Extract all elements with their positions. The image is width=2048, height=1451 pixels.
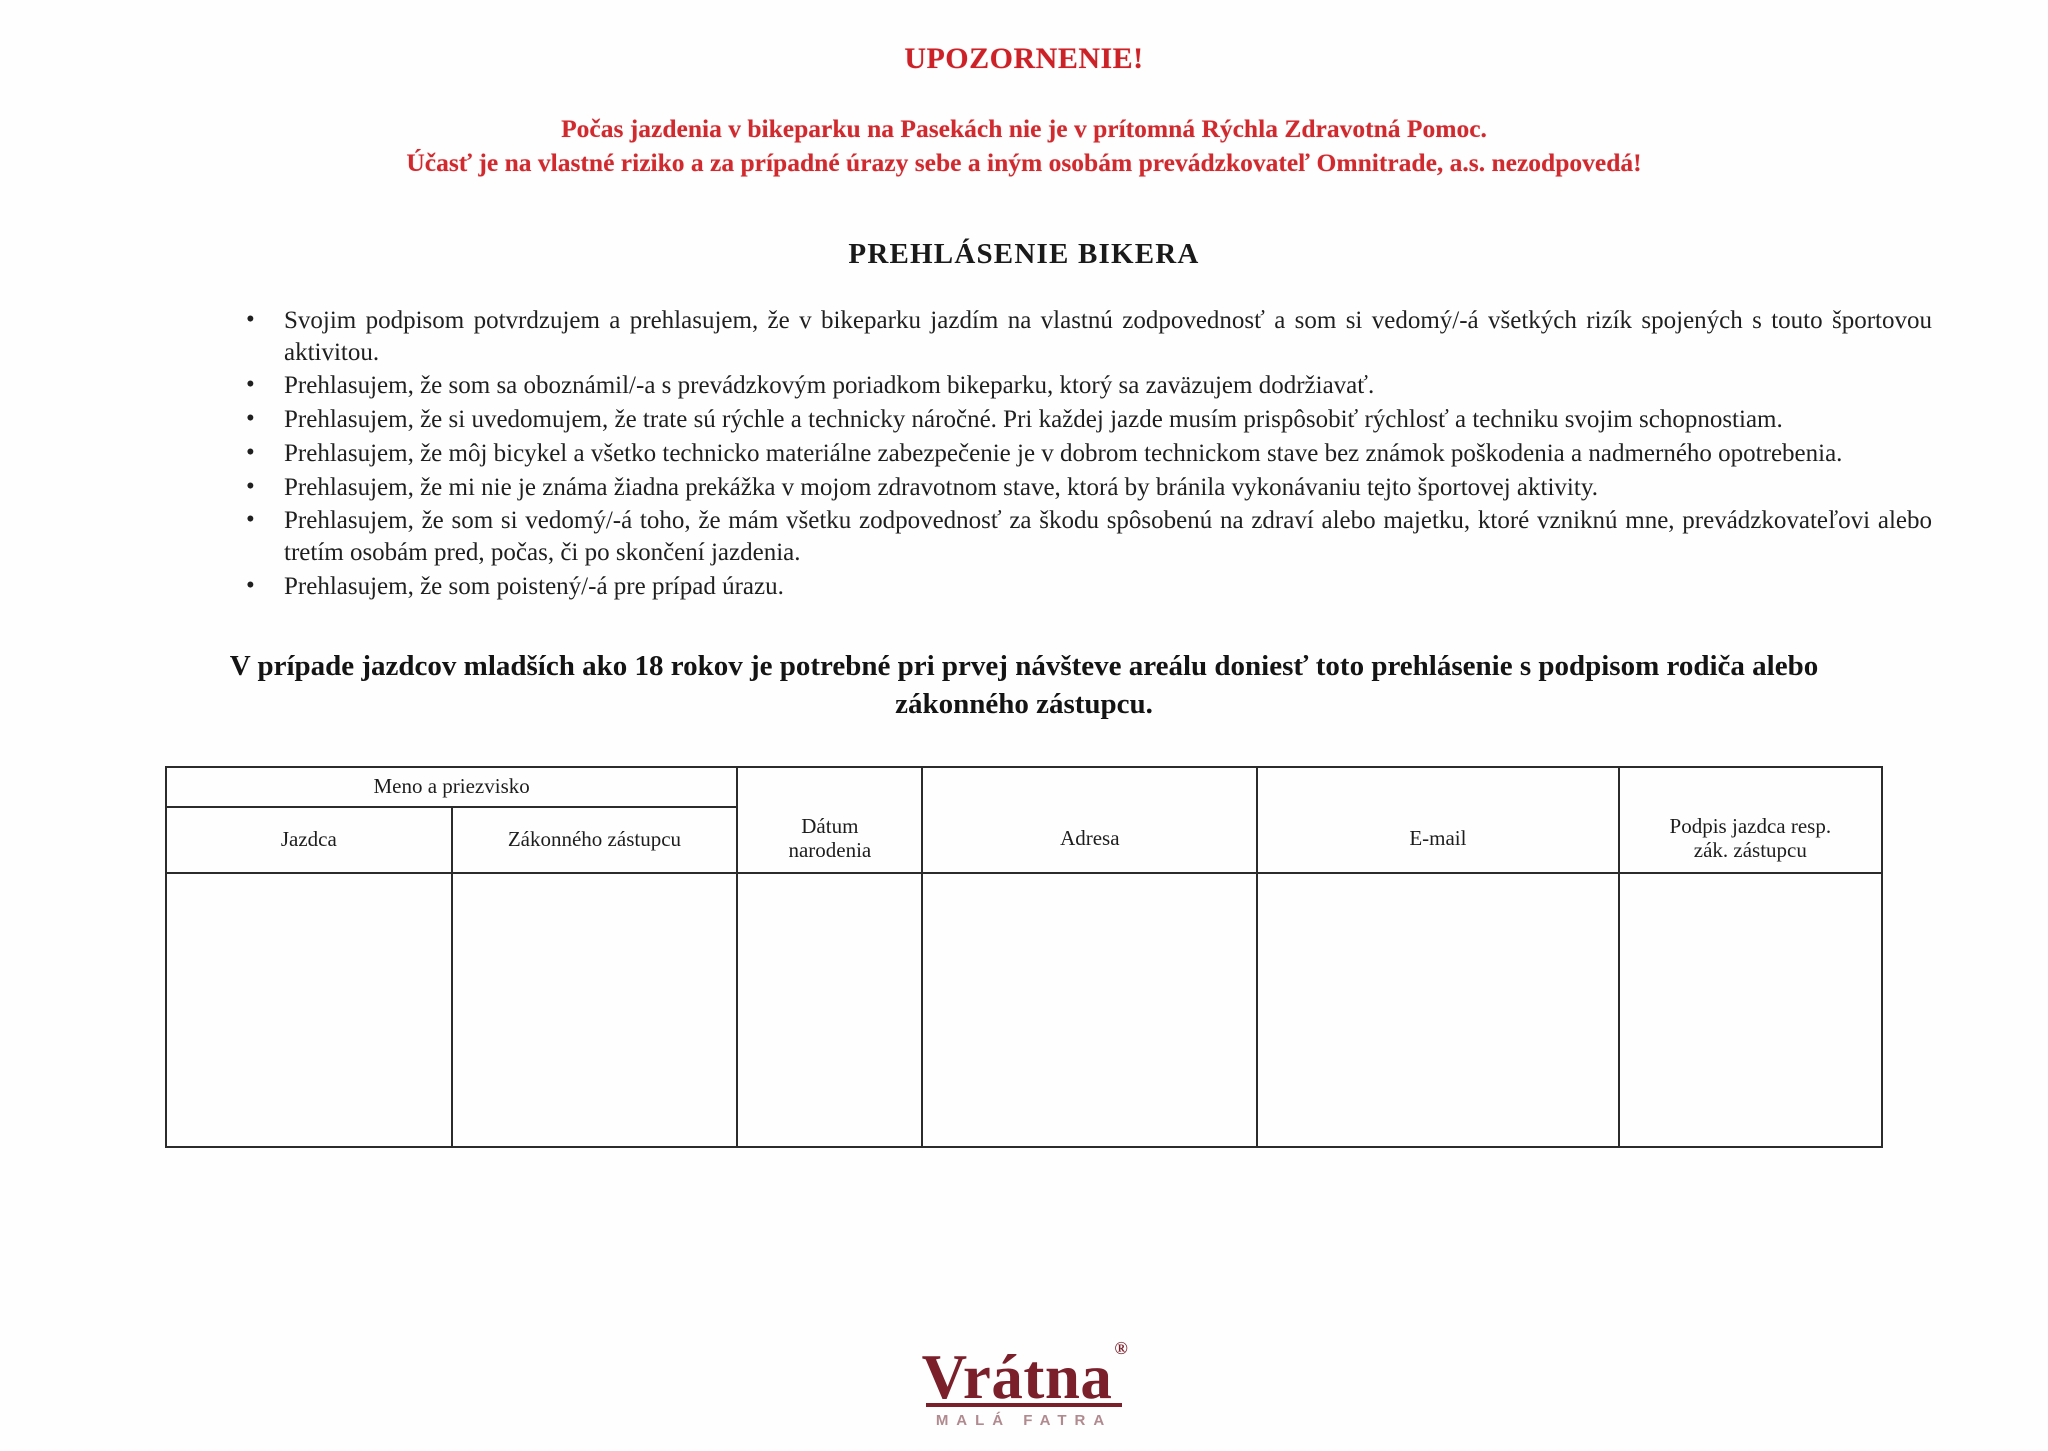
table-header-meno-a-priezvisko: Meno a priezvisko <box>166 767 737 807</box>
cell-datum-narodenia[interactable] <box>737 873 922 1147</box>
table-header-datum-narodenia <box>737 807 922 873</box>
footer-logo <box>0 1338 2048 1429</box>
table-header-jazdca: Jazdca <box>166 807 452 873</box>
bullet-icon: • <box>246 405 255 433</box>
page-title: PREHLÁSENIE BIKERA <box>848 237 1200 270</box>
warning-line-2: Účasť je na vlastné riziko a za prípadné úrazy sebe a iným osobám prevádzkovateľ Omnitrade, a.s. nezodpovedá! <box>406 147 1642 177</box>
warning-text <box>0 112 2048 180</box>
bullet-icon: • <box>246 571 255 599</box>
table-header-podpis <box>1619 807 1882 873</box>
warning-block <box>0 0 2048 180</box>
table-header-adresa: Adresa <box>922 807 1257 873</box>
list-item <box>232 571 1932 603</box>
list-item-text: Prehlasujem, že môj bicykel a všetko technicko materiálne zabezpečenie je v dobrom technickom stave bez známok poškodenia a nadmerného opotrebenia. <box>284 439 1843 467</box>
table-header-column-row <box>166 807 1882 873</box>
list-item <box>232 404 1932 436</box>
brand-tagline: MALÁ FATRA <box>935 1412 1113 1429</box>
table-row <box>166 873 1882 1147</box>
list-item <box>232 438 1932 470</box>
signup-table <box>165 766 1883 1148</box>
list-item-text: Prehlasujem, že mi nie je známa žiadna prekážka v mojom zdravotnom stave, ktorá by bránila vykonávaniu tejto športovej aktivity. <box>284 473 1598 501</box>
table-body <box>166 873 1882 1147</box>
list-item-text: Prehlasujem, že si uvedomujem, že trate sú rýchle a technicky náročné. Pri každej jazde musím prispôsobiť rýchlosť a techniku svojim schopnostiam. <box>284 406 1783 434</box>
table-header-datum-line1: Dátum <box>801 814 859 839</box>
bullet-icon: • <box>246 472 255 500</box>
cell-podpis[interactable] <box>1619 873 1882 1147</box>
warning-title: UPOZORNENIE! <box>904 42 1144 75</box>
cell-email[interactable] <box>1257 873 1618 1147</box>
declaration-list <box>232 305 1932 603</box>
list-item-text: Prehlasujem, že som poistený/-á pre prípad úrazu. <box>284 572 784 600</box>
table-header-spacer-podpis <box>1619 767 1882 807</box>
table-header-podpis-line1: Podpis jazdca resp. <box>1669 814 1832 839</box>
table-header-datum-line2: narodenia <box>788 838 872 863</box>
table-header-spacer-email <box>1257 767 1618 807</box>
bullet-icon: • <box>246 438 255 466</box>
brand-logo-text <box>921 1338 1129 1412</box>
warning-line-1: Počas jazdenia v bikeparku na Pasekách nie je v prítomná Rýchla Zdravotná Pomoc. <box>561 114 1487 143</box>
list-item-text: Prehlasujem, že som sa oboznámil/-a s prevádzkovým poriadkom bikeparku, ktorý sa zaväzujem dodržiavať. <box>284 372 1375 400</box>
list-item <box>232 370 1932 402</box>
cell-adresa[interactable] <box>922 873 1257 1147</box>
table-header-group-row <box>166 767 1882 807</box>
cell-zakonneho-zastupcu[interactable] <box>452 873 738 1147</box>
list-item <box>232 305 1932 369</box>
signup-table-wrapper <box>165 766 1883 1148</box>
list-item-text: Svojim podpisom potvrdzujem a prehlasujem, že v bikeparku jazdím na vlastnú zodpovednosť a som si vedomý/-á všetkých rizík spojených s touto športovou aktivitou. <box>284 306 1932 366</box>
bullet-icon: • <box>246 506 255 534</box>
bullet-icon: • <box>246 305 255 333</box>
brand-name: Vrátna <box>921 1342 1113 1412</box>
table-header-email: E-mail <box>1257 807 1618 873</box>
table-header-podpis-line2: zák. zástupcu <box>1693 838 1807 863</box>
table-header-zakonneho-zastupcu: Zákonného zástupcu <box>452 807 738 873</box>
minor-rider-notice: V prípade jazdcov mladších ako 18 rokov je potrebné pri prvej návšteve areálu doniesť toto prehlásenie s podpisom rodiča alebo zákonného zástupcu. <box>229 649 1819 721</box>
list-item <box>232 472 1932 504</box>
table-header <box>166 767 1882 873</box>
cell-jazdca[interactable] <box>166 873 452 1147</box>
table-header-spacer-adresa <box>922 767 1257 807</box>
table-header-spacer-datum <box>737 767 922 807</box>
list-item-text: Prehlasujem, že som si vedomý/-á toho, že mám všetku zodpovednosť za škodu spôsobenú na zdraví alebo majetku, ktoré vzniknú mne, prevádzkovateľovi alebo tretím osobám pred, počas, či po skončení jazdenia. <box>284 507 1932 567</box>
bullet-icon: • <box>246 371 255 399</box>
registered-trademark-icon: ® <box>1114 1338 1129 1358</box>
list-item <box>232 505 1932 569</box>
